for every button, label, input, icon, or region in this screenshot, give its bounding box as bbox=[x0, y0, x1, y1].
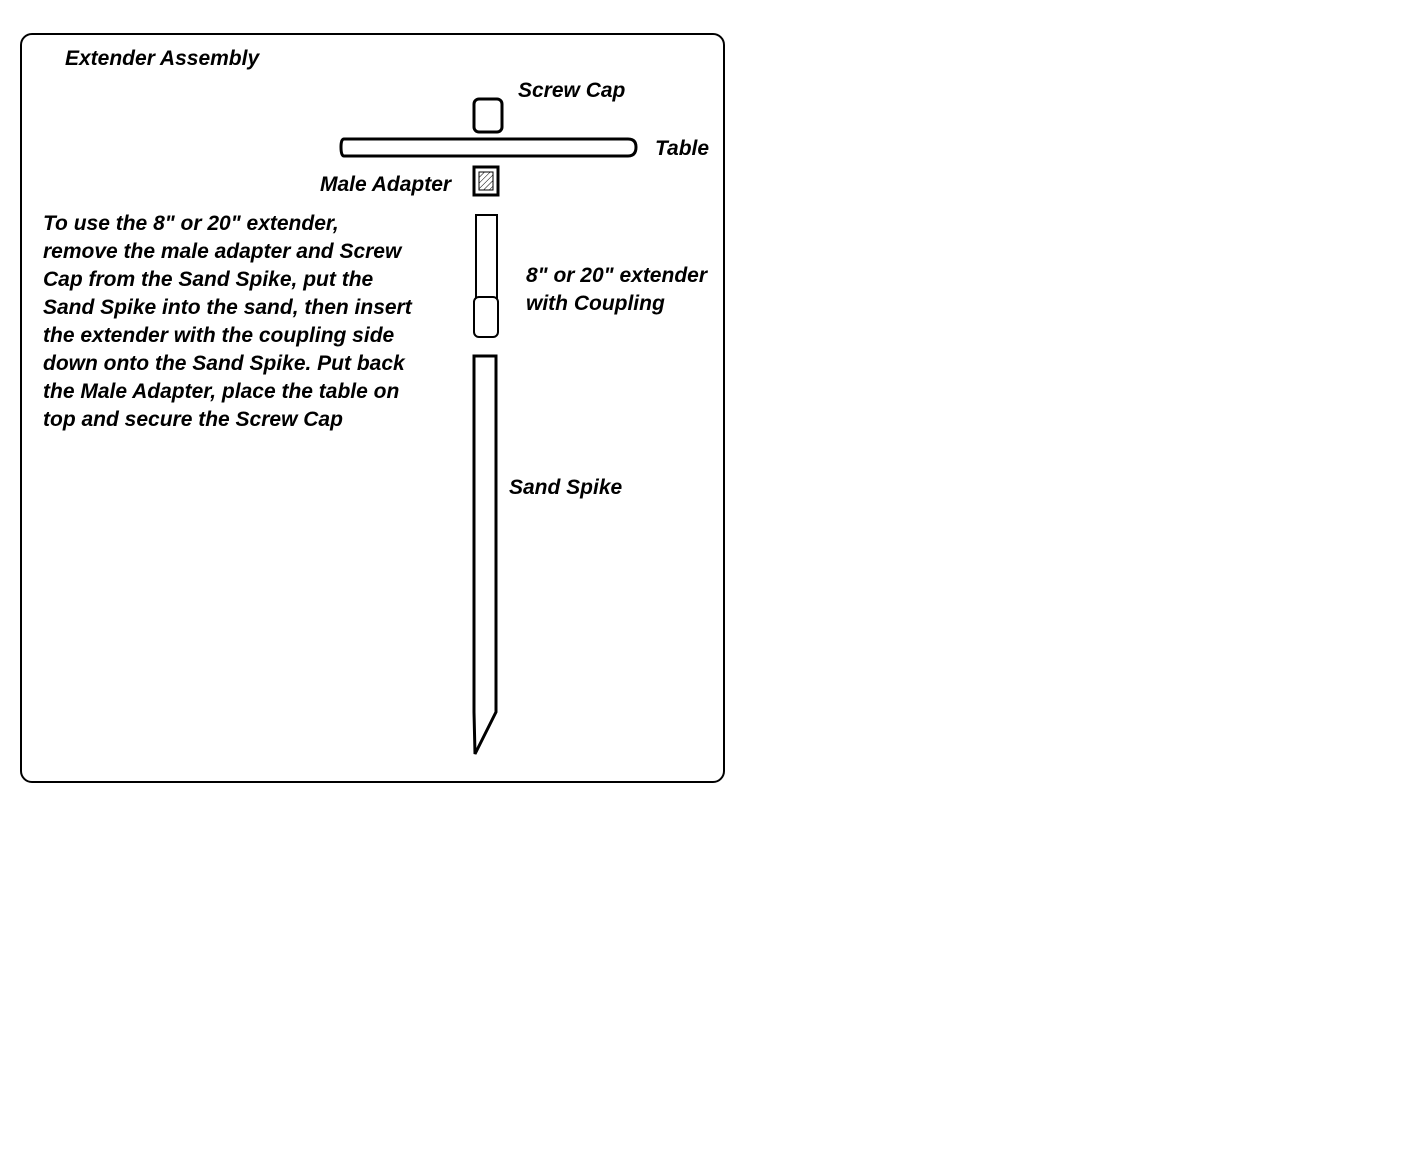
instructions-text bbox=[43, 210, 443, 434]
table-label: Table bbox=[655, 137, 710, 160]
instruction-line: To use the 8" or 20" extender, bbox=[43, 212, 339, 235]
sand-spike-label: Sand Spike bbox=[509, 476, 623, 499]
extender-shape bbox=[476, 215, 497, 300]
male-adapter-label: Male Adapter bbox=[320, 173, 452, 196]
diagram-title: Extender Assembly bbox=[65, 47, 260, 70]
instruction-line: Cap from the Sand Spike, put the bbox=[43, 268, 374, 291]
male-adapter-hatch bbox=[479, 172, 493, 190]
extender-label-line1: 8" or 20" extender bbox=[526, 264, 707, 287]
table-shape bbox=[341, 139, 636, 156]
instruction-line: the extender with the coupling side bbox=[43, 324, 395, 347]
instruction-line: top and secure the Screw Cap bbox=[43, 408, 343, 431]
coupling-shape bbox=[474, 297, 498, 337]
screw-cap-label: Screw Cap bbox=[518, 79, 626, 102]
extender-label bbox=[526, 262, 726, 318]
sand-spike-shape bbox=[474, 356, 496, 754]
screw-cap-shape bbox=[474, 99, 502, 132]
extender-label-line2: with Coupling bbox=[526, 292, 665, 315]
instruction-line: Sand Spike into the sand, then insert bbox=[43, 296, 412, 319]
instruction-line: the Male Adapter, place the table on bbox=[43, 380, 400, 403]
instruction-line: down onto the Sand Spike. Put back bbox=[43, 352, 405, 375]
instruction-line: remove the male adapter and Screw bbox=[43, 240, 402, 263]
